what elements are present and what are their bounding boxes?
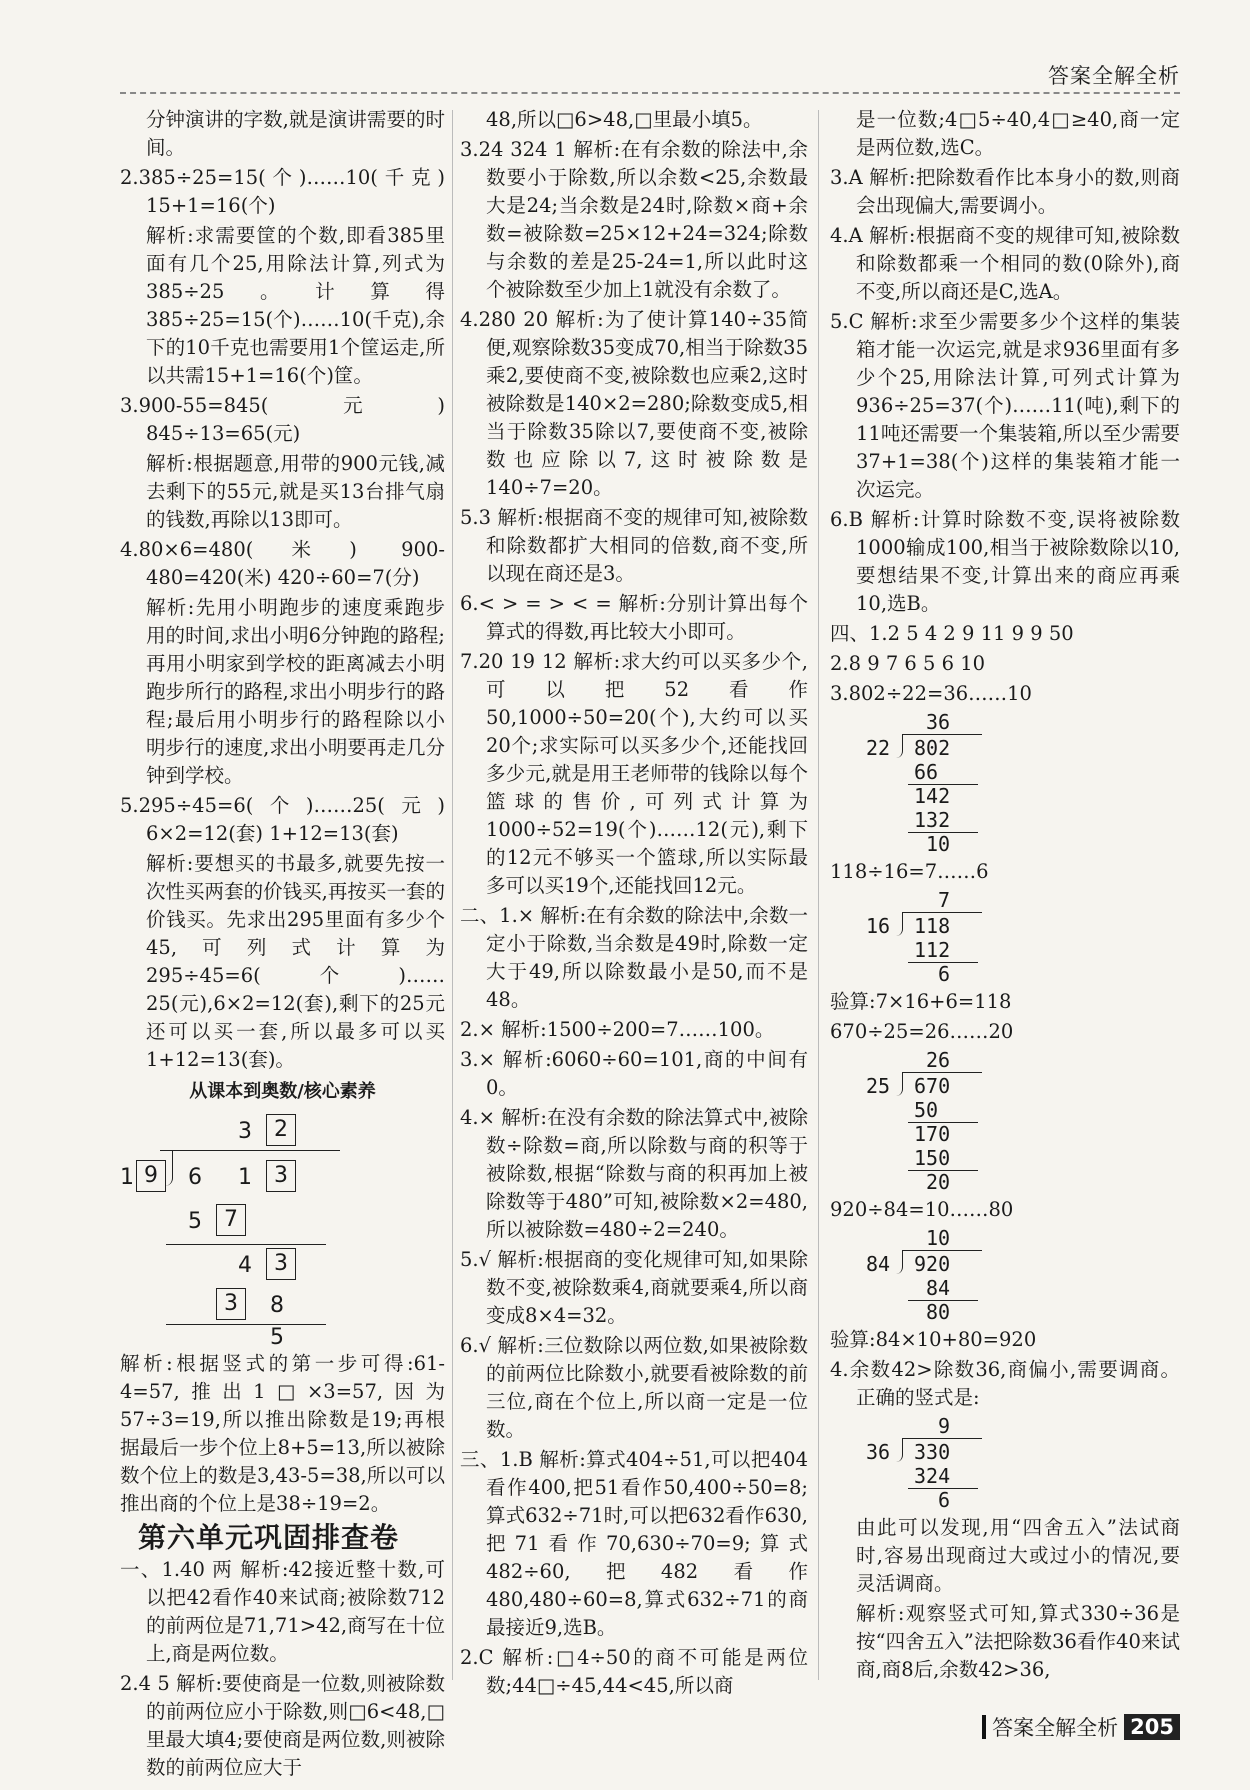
puzzle-box: 3 [266,1160,296,1192]
long-division: 10 84 920 84 80 [830,1226,1180,1324]
puzzle-box: 2 [266,1114,296,1146]
puzzle-box: 9 [136,1160,166,1192]
answer-text: 一、1.40 两 解析:42接近整十数,可以把42看作40来试商;被除数712的前两位是71,71>42,商写在十位上,商是两位数。 [120,1558,445,1665]
puzzle-box: 7 [216,1204,246,1236]
answer-text: 4.280 20 解析:为了使计算140÷35简便,观察除数35变成70,相当于除数35乘2,要使商不变,被除数也应乘2,这时被除数是140×2=280;除数变成5,相当于除数35除以7,要使商不变,被除数也应除以7,这时被除数是140÷7=20。 [460,308,808,499]
answer-text: 三、1.B 解析:算式404÷51,可以把404看作400,把51看作50,400÷50=8;算式632÷71时,可以把632看作630,把71看作70,630÷70=9;算式482÷60,把482看作480,480÷60=8,算式632÷71的商最接近9,选B。 [460,1448,808,1639]
answer-text: 2.8 9 7 6 5 6 10 [830,652,986,675]
answer-text: 2.× 解析:1500÷200=7……100。 [460,1018,775,1041]
footer-bar [982,1715,986,1739]
header-title: 答案全解全析 [1048,64,1180,88]
answer-text: 2.4 5 解析:要使商是一位数,则被除数的前两位应小于除数,则□6<48,□里最大填4;要使商是两位数,则被除数的前两位应大于 [120,1672,445,1779]
answer-text: 5.C 解析:求至少需要多少个这样的集装箱才能一次运完,就是求936里面有多少个25,用除法计算,可列式计算为936÷25=37(个)……11(吨),剩下的11吨还需要一个集装箱,所以至少需要37+1=38(个)这样的集装箱才能一次运完。 [830,310,1180,501]
footer-label: 答案全解全析 [992,1716,1119,1740]
answer-text: 是一位数;4□5÷40,4□≥40,商一定是两位数,选C。 [856,108,1180,159]
answer-text: 3.A 解析:把除数看作比本身小的数,则商会出现偏大,需要调小。 [830,166,1180,217]
analysis-text: 解析:观察竖式可知,算式330÷36是按“四舍五入”法把除数36看作40来试商,商8后,余数42>36, [856,1602,1180,1681]
puzzle-digit: 4 [238,1253,252,1278]
answer-text: 4.× 解析:在没有余数的除法算式中,被除数÷除数=商,所以除数与商的积等于被除数,根据“除数与商的积再加上被除数等于480”可知,被除数×2=480,所以被除数=480÷2=240。 [460,1106,808,1241]
answer-text: 670÷25=26……20 [830,1020,1014,1043]
answer-text: 920÷84=10……80 [830,1198,1014,1221]
column-divider [452,110,453,1680]
answer-text: 四、1.2 5 4 2 9 11 9 9 50 [830,622,1074,645]
section-title: 从课本到奥数/核心素养 [189,1081,376,1102]
long-division: 26 25 670 50 170 150 20 [830,1048,1180,1194]
answer-text: 48,所以□6>48,□里最小填5。 [486,108,763,131]
puzzle-box: 3 [266,1248,296,1280]
puzzle-digit: 1 [238,1165,252,1190]
check-text: 验算:7×16+6=118 [830,990,1012,1013]
puzzle-digit: 1 [120,1165,134,1190]
answer-text: 4.80×6=480(米) 900-480=420(米) 420÷60=7(分) [120,538,445,589]
analysis-text: 解析:要想买的书最多,就要先按一次性买两套的价钱买,再按买一套的价钱买。先求出295里面有多少个45,可列式计算为295÷45=6(个)……25(元),6×2=12(套),剩下的25元还可以买一套,所以最多可以买1+12=13(套)。 [146,852,445,1071]
puzzle-digit: 8 [270,1293,284,1318]
answer-text: 6.B 解析:计算时除数不变,误将被除数1000输成100,相当于被除数除以10,要想结果不变,计算出来的商应再乘10,选B。 [830,508,1180,615]
long-division: 7 16 118 112 6 [830,888,1180,986]
unit-title: 第六单元巩固排查卷 [138,1521,400,1554]
answer-text: 4.余数42>除数36,商偏小,需要调商。正确的竖式是: [830,1358,1180,1409]
answer-text: 5.295÷45=6(个)……25(元) 6×2=12(套) 1+12=13(套) [120,794,452,845]
answer-text: 6.< > = > < = 解析:分别计算出每个算式的得数,再比较大小即可。 [460,592,808,643]
answer-text: 3.802÷22=36……10 [830,682,1032,705]
page-footer [982,1712,1180,1742]
puzzle-digit: 3 [238,1119,252,1144]
page-number: 205 [1124,1714,1180,1740]
puzzle-box: 3 [216,1288,246,1320]
answer-text: 5.√ 解析:根据商的变化规律可知,如果除数不变,被除数乘4,商就要乘4,所以商变成8×4=32。 [460,1248,808,1327]
answer-text: 3.900-55=845(元) 845÷13=65(元) [120,394,452,445]
puzzle-digit: 6 [188,1165,202,1190]
column-3 [830,106,1180,1696]
answer-text: 二、1.× 解析:在有余数的除法中,余数一定小于除数,当余数是49时,除数一定大于49,所以除数最小是50,而不是48。 [460,904,808,1011]
column-divider [818,110,819,1680]
analysis-text: 解析:先用小明跑步的速度乘跑步用的时间,求出小明6分钟跑的路程;再用小明家到学校的距离减去小明跑步所行的路程,求出小明步行的路程;最后用小明步行的路程除以小明步行的速度,求出小明要再走几分钟到学校。 [146,596,445,787]
answer-text: 由此可以发现,用“四舍五入”法试商时,容易出现商过大或过小的情况,要灵活调商。 [856,1516,1180,1595]
answer-text: 4.A 解析:根据商不变的规律可知,被除数和除数都乘一个相同的数(0除外),商不变,所以商还是C,选A。 [830,224,1180,303]
header-divider [120,92,1180,94]
answer-text: 118÷16=7……6 [830,860,989,883]
long-division: 9 36 330 324 6 [830,1414,1180,1512]
column-2 [460,106,808,1696]
division-puzzle [120,1110,445,1348]
answer-text: 7.20 19 12 解析:求大约可以买多少个,可以把52看作50,1000÷50=20(个),大约可以买20个;求实际可以买多少个,还能找回多少元,就是用王老师带的钱除以每个篮球的售价,可列式计算为1000÷52=19(个)……12(元),剩下的12元不够买一个篮球,所以实际最多可以买19个,还能找回12元。 [460,650,808,897]
answer-text: 5.3 解析:根据商不变的规律可知,被除数和除数都扩大相同的倍数,商不变,所以现在商还是3。 [460,506,808,585]
long-division: 36 22 802 66 142 132 10 [830,710,1180,856]
answer-text: 3.24 324 1 解析:在有余数的除法中,余数要小于除数,所以余数<25,余数最大是24;当余数是24时,除数×商+余数=被除数=25×12+24=324;除数与余数的差是25-24=1,所以此时这个被除数至少加上1就没有余数了。 [460,138,808,301]
analysis-text: 解析:根据竖式的第一步可得:61-4=57,推出1□×3=57,因为57÷3=19,所以推出除数是19;再根据最后一步个位上8+5=13,所以被除数个位上的数是3,43-5=38,所以可以推出商的个位上是38÷19=2。 [120,1352,445,1515]
answer-text: 2.385÷25=15(个)……10(千克) 15+1=16(个) [120,166,452,217]
analysis-text: 解析:求需要筐的个数,即看385里面有几个25,用除法计算,列式为385÷25。计算得385÷25=15(个)……10(千克),余下的10千克也需要用1个筐运走,所以共需15+1=16(个)筐。 [146,224,445,387]
check-text: 验算:84×10+80=920 [830,1328,1037,1351]
answer-text: 3.× 解析:6060÷60=101,商的中间有0。 [460,1048,808,1099]
answer-text: 6.√ 解析:三位数除以两位数,如果被除数的前两位比除数小,就要看被除数的前三位,商在个位上,所以商一定是一位数。 [460,1334,808,1441]
puzzle-digit: 5 [270,1325,284,1350]
answer-text: 2.C 解析:□4÷50的商不可能是两位数;44□÷45,44<45,所以商 [460,1646,808,1697]
analysis-text: 解析:根据题意,用带的900元钱,减去剩下的55元,就是买13台排气扇的钱数,再除以13即可。 [146,452,445,531]
puzzle-digit: 5 [188,1209,202,1234]
column-1 [120,106,452,1779]
answer-text: 分钟演讲的字数,就是演讲需要的时间。 [146,108,445,159]
